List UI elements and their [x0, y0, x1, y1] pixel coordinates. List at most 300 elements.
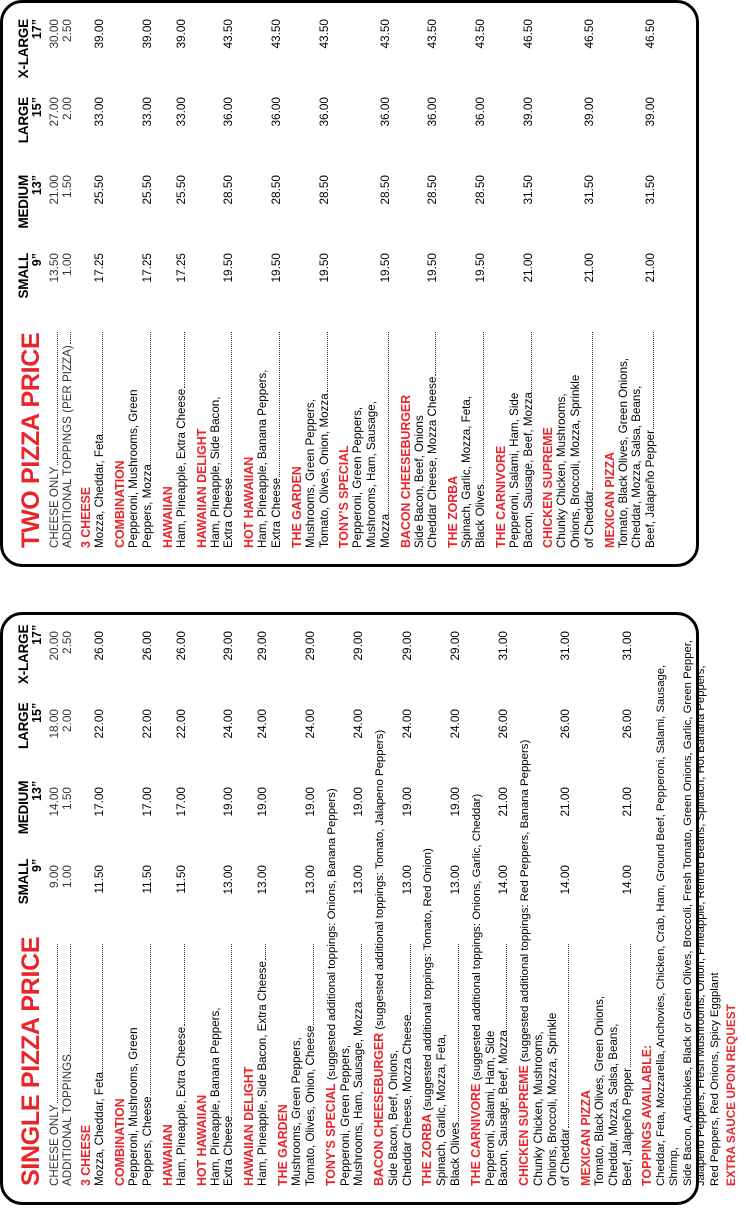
size-name: LARGE [16, 702, 31, 749]
price-cell: 29.00 [399, 631, 414, 661]
price-cell: 46.50 [520, 19, 535, 49]
menu-item-suggestion: (suggested additional toppings: Onions, Garlic, Cheddar) [470, 793, 483, 1084]
price-cell: 19.50 [377, 253, 392, 283]
price-cell: 21.00 [46, 175, 61, 205]
menu-item-price-row [141, 631, 155, 1186]
single-pizza-price-card [0, 612, 738, 1205]
price-group [141, 631, 155, 943]
base-price-group [48, 19, 76, 548]
leader-dots [184, 332, 185, 388]
menu-item-desc-line: Spinach, Garlic, Mozza, Feta, [435, 1033, 449, 1186]
menu-item-price-row [621, 631, 635, 1186]
size-header-group [17, 19, 44, 331]
menu-item-name [399, 19, 413, 548]
price-cell: 28.50 [425, 175, 440, 205]
price-group [222, 631, 236, 943]
menu-item-name [195, 19, 209, 548]
price-group [621, 631, 635, 943]
price-cell: 31.00 [496, 631, 511, 661]
price-cell: 14.00 [46, 787, 61, 817]
menu-item-title: MEXICAN PIZZA [602, 452, 617, 548]
menu-item-name [324, 631, 339, 1186]
menu-item-name [579, 631, 593, 1186]
leader-dots [70, 332, 71, 344]
price-cell: 13.00 [351, 865, 366, 895]
price-group [175, 631, 189, 943]
menu-header-row [16, 624, 45, 1186]
price-group [304, 631, 318, 943]
price-cell: 29.00 [221, 631, 236, 661]
price-group [93, 19, 107, 331]
price-cell: 36.00 [268, 97, 283, 127]
price-cell: 28.50 [377, 175, 392, 205]
price-cell: 19.00 [351, 787, 366, 817]
price-cell: 11.50 [92, 865, 107, 894]
price-cell: 25.50 [92, 175, 107, 205]
price-cell: 19.50 [268, 253, 283, 283]
menu-item-desc-line: Tomato, Olives, Onion, Mozza [317, 393, 331, 548]
menu-item-name [195, 631, 209, 1186]
leader-dots [57, 332, 58, 465]
price-cell: 26.00 [496, 709, 511, 739]
menu-item-suggestion: (suggested additional toppings: Tomato, Red Onion) [422, 848, 435, 1114]
menu-item [161, 19, 189, 548]
price-group [175, 19, 189, 331]
price-cell: 19.00 [255, 787, 270, 817]
price-cell: 28.50 [472, 175, 487, 205]
price-cell: 26.00 [558, 709, 573, 739]
price-group [61, 19, 75, 331]
leader-dots [388, 332, 389, 513]
size-inches: 15” [29, 97, 44, 118]
price-cell: 43.50 [472, 19, 487, 49]
price-cell: 29.00 [447, 631, 462, 661]
size-inches: 9” [29, 858, 44, 872]
menu-item-desc-line: of Cheddar [559, 1128, 573, 1186]
menu-item-suggestion: (suggested additional toppings: Onions, Banana Peppers) [325, 788, 338, 1084]
menu-item-desc-line: Side Bacon, Beef, Onions [412, 415, 426, 548]
menu-item-price-row [270, 19, 284, 548]
price-cell: 11.50 [173, 865, 188, 894]
price-cell: 13.50 [46, 253, 61, 283]
price-cell: 19.50 [316, 253, 331, 283]
menu-item-desc-line: Peppers, Cheese [140, 1096, 154, 1186]
two-pizza-price-card-slot [0, 0, 746, 612]
leader-dots [279, 332, 280, 477]
menu-item-desc-line: Cheddar Cheese, Mozza Cheese [400, 1014, 414, 1186]
price-cell: 17.00 [139, 787, 154, 817]
price-cell: 18.00 [46, 709, 61, 739]
price-cell: 1.50 [60, 787, 75, 810]
menu-item [113, 19, 155, 548]
size-header-group [17, 625, 44, 937]
leader-dots [150, 944, 151, 1095]
price-group [401, 631, 415, 943]
menu-item-price-row [93, 19, 107, 548]
menu-title: TWO PIZZA PRICE [16, 332, 45, 548]
menu-item-desc-line: Ham, Pineapple, Extra Cheese [174, 1026, 188, 1186]
price-group [449, 631, 463, 943]
price-cell: 26.00 [173, 631, 188, 661]
price-cell: 36.00 [425, 97, 440, 127]
size-inches: 17” [29, 19, 44, 40]
menu-item-name [276, 631, 290, 1186]
menu-item-name [242, 19, 256, 548]
leader-dots [592, 332, 593, 490]
price-cell: 19.50 [472, 253, 487, 283]
price-group [48, 19, 62, 331]
price-cell: 31.50 [643, 175, 658, 205]
size-inches: 9” [29, 253, 44, 267]
two-pizza-card-body [3, 3, 696, 564]
price-cell: 24.00 [255, 709, 270, 739]
leader-dots [506, 944, 507, 1029]
price-cell: 25.50 [139, 175, 154, 205]
menu-item [517, 631, 573, 1186]
price-cell: 46.50 [581, 19, 596, 49]
menu-item-price-row [379, 19, 393, 548]
price-cell: 39.00 [92, 19, 107, 49]
menu-item-desc-line: Mushrooms, Ham, Sausage, [365, 401, 379, 548]
menu-item-price-row [222, 631, 236, 1186]
menu-item [579, 631, 634, 1186]
price-cell: 21.00 [496, 787, 511, 817]
menu-item-desc-line: Ham, Pineapple, Extra Cheese [174, 388, 188, 548]
menu-item [399, 19, 441, 548]
menu-item-name [161, 631, 175, 1186]
price-cell: 24.00 [302, 709, 317, 739]
menu-item-price-row [352, 631, 366, 1186]
menu-item-name [420, 631, 435, 1186]
leader-dots [361, 944, 362, 1001]
price-cell: 14.00 [558, 865, 573, 895]
price-cell: 1.00 [60, 865, 75, 888]
menu-item [372, 631, 414, 1186]
menu-item-desc-line: Tomato, Olives, Onion, Cheese [303, 1025, 317, 1186]
price-cell: 39.00 [581, 97, 596, 127]
price-group [222, 19, 236, 331]
price-cell: 43.50 [377, 19, 392, 49]
price-cell: 21.00 [643, 253, 658, 283]
leader-dots [57, 944, 58, 1103]
menu-item-desc-line: Beef, Jalapeño Pepper [644, 430, 658, 548]
menu-item-price-row [401, 631, 415, 1186]
menu-item-title: THE GARDEN [289, 466, 304, 548]
price-cell: 13.00 [221, 865, 236, 895]
price-cell: 26.00 [139, 631, 154, 661]
menu-item-title: CHICKEN SUPREME [517, 1065, 532, 1186]
menu-item-price-row [175, 631, 189, 1186]
menu-item-price-row [522, 19, 536, 548]
price-group [583, 19, 597, 331]
menu-item-desc-line: Ham, Pineapple, Banana Peppers, [256, 369, 270, 548]
menu-item [337, 19, 392, 548]
menu-item-desc-line: Mushrooms, Green Peppers, [290, 1037, 304, 1186]
menu-item-price-row [93, 631, 107, 1186]
price-cell: 14.00 [619, 865, 634, 895]
menu-rows [48, 631, 738, 1186]
price-group [644, 19, 658, 331]
menu-item [113, 631, 155, 1186]
price-cell: 24.00 [351, 709, 366, 739]
price-cell: 1.00 [60, 253, 75, 276]
menu-item-price-row [175, 19, 189, 548]
size-header-medium [17, 175, 44, 253]
menu-item-desc-line: Pepperoni, Green Peppers, [338, 1044, 352, 1186]
menu-item-desc-line: Black Olives [473, 484, 487, 548]
menu-item-desc-line: Mozza, Cheddar, Feta [93, 433, 107, 548]
price-cell: 19.00 [399, 787, 414, 817]
price-cell: 19.00 [221, 787, 236, 817]
price-cell: 13.00 [399, 865, 414, 895]
price-cell: 17.00 [92, 787, 107, 817]
menu-item-title: HAWAIIAN [160, 486, 175, 548]
price-group [61, 631, 75, 943]
base-price-label: CHEESE ONLY [47, 466, 61, 548]
menu-item-title: HAWAIIAN [160, 1124, 175, 1186]
menu-item-desc-line: Mozza [378, 513, 392, 548]
price-group [474, 19, 488, 331]
price-group [426, 19, 440, 331]
menu-item-title: THE CARNIVORE [493, 445, 508, 548]
leader-dots [568, 944, 569, 1128]
price-group [522, 19, 536, 331]
price-cell: 30.00 [46, 19, 61, 49]
menu-item-price-row [474, 19, 488, 548]
price-cell: 11.50 [139, 865, 154, 894]
size-name: SMALL [16, 858, 31, 905]
menu-item-desc-line: Pepperoni, Mushrooms, Green [127, 1027, 141, 1186]
price-cell: 31.50 [581, 175, 596, 205]
price-cell: 29.00 [302, 631, 317, 661]
menu-item-desc-line: Chunky Chicken, Mushrooms, [555, 393, 569, 548]
base-price-row [48, 19, 62, 548]
menu-item-title: CHICKEN SUPREME [541, 427, 556, 548]
menu-item-title: THE CARNIVORE [468, 1083, 483, 1186]
menu-item-name [113, 631, 127, 1186]
leader-dots [102, 944, 103, 1071]
menu-item-desc-line: Pepperoni, Salami, Ham, Side [483, 1030, 497, 1186]
toppings-available-heading: TOPPINGS AVAILABLE: [640, 1044, 655, 1186]
menu-item-title: TONY’S SPECIAL [337, 445, 352, 548]
menu-item [603, 19, 658, 548]
single-pizza-card-body [3, 615, 738, 1202]
price-cell: 19.00 [302, 787, 317, 817]
price-cell: 28.50 [221, 175, 236, 205]
menu-item-desc-line: Extra Cheese [222, 1115, 236, 1186]
leader-dots [653, 332, 654, 429]
price-cell: 14.00 [496, 865, 511, 895]
leader-dots [231, 944, 232, 1115]
menu-item-desc-line: Onions, Broccoli, Mozza, Sprinkle [569, 374, 583, 548]
menu-item-desc-line: Black Olives [448, 1122, 462, 1186]
price-cell: 21.00 [558, 787, 573, 817]
leader-dots [70, 944, 71, 1053]
price-cell: 13.00 [302, 865, 317, 895]
price-group [48, 631, 62, 943]
price-cell: 17.25 [173, 253, 188, 283]
menu-item-price-row [583, 19, 597, 548]
menu-item-title: HAWAIIAN DELIGHT [194, 428, 209, 548]
price-cell: 33.00 [92, 97, 107, 127]
menu-item [79, 19, 107, 548]
menu-item-desc-line: Extra Cheese [269, 477, 283, 548]
leader-dots [231, 332, 232, 477]
menu-item-title: COMBINATION [113, 1098, 128, 1186]
menu-item-name [372, 631, 387, 1186]
menu-item-price-row [141, 19, 155, 548]
menu-item-name [337, 19, 351, 548]
menu-item [420, 631, 462, 1186]
menu-item-desc-line: Pepperoni, Green Peppers, [351, 406, 365, 548]
menu-item-desc-line: Cheddar, Mozza, Salsa, Beans, [606, 1023, 620, 1186]
size-header-large [17, 703, 44, 781]
menu-item-desc-line: Bacon, Sausage, Beef, Mozza [521, 392, 535, 548]
size-header-medium [17, 781, 44, 859]
menu-item-desc-line: Bacon, Sausage, Beef, Mozza [497, 1030, 511, 1186]
single-pizza-price-card-slot [0, 612, 746, 1229]
price-cell: 39.00 [643, 97, 658, 127]
menu-item-name [603, 19, 617, 548]
menu-header-row [17, 19, 44, 548]
price-cell: 39.00 [173, 19, 188, 49]
size-name: MEDIUM [16, 780, 31, 835]
menu-item-desc-line: Beef, Jalapeño Pepper [620, 1068, 634, 1186]
menu-item-price-row [256, 631, 270, 1186]
menu-item [541, 19, 596, 548]
size-inches: 13” [29, 175, 44, 196]
menu-item-desc-line: Cheddar Cheese, Mozza Cheese [426, 376, 440, 548]
price-cell: 21.00 [619, 787, 634, 817]
menu-item-name [242, 631, 256, 1186]
menu-item-title: 3 CHEESE [79, 1124, 94, 1186]
toppings-available-line: Jalapeño Peppers, Fresh Mushrooms, Onion, Pineapple, Refried Beans, Spinach, Hot Banana Peppers, [695, 665, 708, 1186]
price-cell: 17.25 [92, 253, 107, 283]
price-cell: 46.50 [643, 19, 658, 49]
leader-dots [630, 944, 631, 1067]
menu-item [79, 631, 107, 1186]
menu-item-title: 3 CHEESE [79, 486, 94, 548]
menu-item [290, 19, 332, 548]
menu-item-desc-line: Ham, Pineapple, Banana Peppers, [208, 1007, 222, 1186]
menu-item-price-row [318, 19, 332, 548]
price-cell: 36.00 [316, 97, 331, 127]
menu-item [195, 19, 237, 548]
menu-item-name [79, 19, 93, 548]
menu-item-title: HOT HAWAIIAN [242, 456, 257, 548]
base-price-group [48, 631, 76, 1186]
price-cell: 43.50 [316, 19, 331, 49]
menu-item-desc-line: Mushrooms, Green Peppers, [303, 399, 317, 548]
menu-rows [48, 19, 658, 548]
menu-item [195, 631, 237, 1186]
menu-item-suggestion: (suggested additional toppings: Red Peppers, Banana Peppers) [519, 739, 532, 1066]
menu-item-title: MEXICAN PIZZA [579, 1090, 594, 1186]
size-name: X-LARGE [16, 624, 31, 685]
menu-item-name [161, 19, 175, 548]
menu-item-desc-line: Side Bacon, Beef, Onions, [386, 1050, 400, 1186]
menu-item [446, 19, 488, 548]
menu-item-desc-line: Mushrooms, Ham, Sausage, Mozza [352, 1001, 366, 1186]
size-header-small [17, 253, 44, 331]
menu-item [494, 19, 536, 548]
price-cell: 43.50 [425, 19, 440, 49]
menu-item-title: BACON CHEESEBURGER [398, 394, 413, 548]
two-pizza-price-card [0, 0, 699, 567]
price-cell: 9.00 [46, 865, 61, 888]
leader-dots [531, 332, 532, 391]
menu-item [276, 631, 318, 1186]
price-group [256, 631, 270, 943]
leader-dots [102, 332, 103, 433]
size-name: MEDIUM [16, 175, 31, 229]
price-cell: 43.50 [268, 19, 283, 49]
price-cell: 2.50 [60, 19, 75, 42]
base-price-label: ADDITIONAL TOPPINGS [61, 1054, 75, 1186]
leader-dots [150, 332, 151, 463]
menu-item-price-row [559, 631, 573, 1186]
menu-item-price-row [497, 631, 511, 1186]
price-cell: 29.00 [351, 631, 366, 661]
menu-item-desc-line: Ham, Pineapple, Side Bacon, [208, 396, 222, 548]
menu-item-desc-line: Onions, Broccoli, Mozza, Sprinkle [545, 1012, 559, 1186]
leader-dots [313, 944, 314, 1025]
price-cell: 31.00 [619, 631, 634, 661]
price-cell: 19.00 [447, 787, 462, 817]
menu-item-name [113, 19, 127, 548]
toppings-available-line: Cheddar, Feta, Mozzarella, Anchovies, Chicken, Crab, Ham, Ground Beef, Pepperoni, Salami, Sausage, Shrimp, [654, 664, 681, 1186]
menu-item-price-row [222, 19, 236, 548]
price-cell: 25.50 [173, 175, 188, 205]
price-cell: 22.00 [139, 709, 154, 739]
size-name: X-LARGE [16, 19, 31, 79]
price-cell: 39.00 [139, 19, 154, 49]
menu-item-price-row [304, 631, 318, 1186]
menu-item-suggestion: (suggested additional toppings: Tomato, Jalapeno Peppers) [374, 729, 387, 1033]
price-cell: 26.00 [619, 709, 634, 739]
price-cell: 28.50 [316, 175, 331, 205]
size-name: LARGE [16, 97, 31, 144]
price-group [379, 19, 393, 331]
menu-item-desc-line: Peppers, Mozza [140, 464, 154, 548]
menu-item-title: HAWAIIAN DELIGHT [242, 1066, 257, 1186]
base-price-row [48, 631, 62, 1186]
menu-item-desc-line: Tomato, Black Olives, Green Onions, [616, 357, 630, 548]
price-cell: 29.00 [255, 631, 270, 661]
price-group [352, 631, 366, 943]
price-cell: 26.00 [92, 631, 107, 661]
price-cell: 28.50 [268, 175, 283, 205]
menu-item-price-row [449, 631, 463, 1186]
price-cell: 33.00 [173, 97, 188, 127]
price-cell: 1.50 [60, 175, 75, 198]
price-group [93, 631, 107, 943]
toppings-available-line: Side Bacon, Artichokes, Black or Green Olives, Broccoli, Fresh Tomato, Green Onions, Garlic, Green Pepper, [681, 639, 694, 1186]
price-cell: 27.00 [46, 97, 61, 127]
menu-item-desc-line: Extra Cheese [222, 477, 236, 548]
size-inches: 13” [29, 780, 44, 801]
menu-item-desc-line: Pepperoni, Salami, Ham, Side [507, 392, 521, 548]
menu-item-desc-line: of Cheddar [582, 490, 596, 548]
base-price-label: CHEESE ONLY [47, 1104, 61, 1186]
size-inches: 15” [29, 702, 44, 723]
price-cell: 36.00 [221, 97, 236, 127]
price-cell: 22.00 [173, 709, 188, 739]
leader-dots [458, 944, 459, 1121]
price-cell: 17.00 [173, 787, 188, 817]
price-cell: 17.25 [139, 253, 154, 283]
price-cell: 43.50 [221, 19, 236, 49]
